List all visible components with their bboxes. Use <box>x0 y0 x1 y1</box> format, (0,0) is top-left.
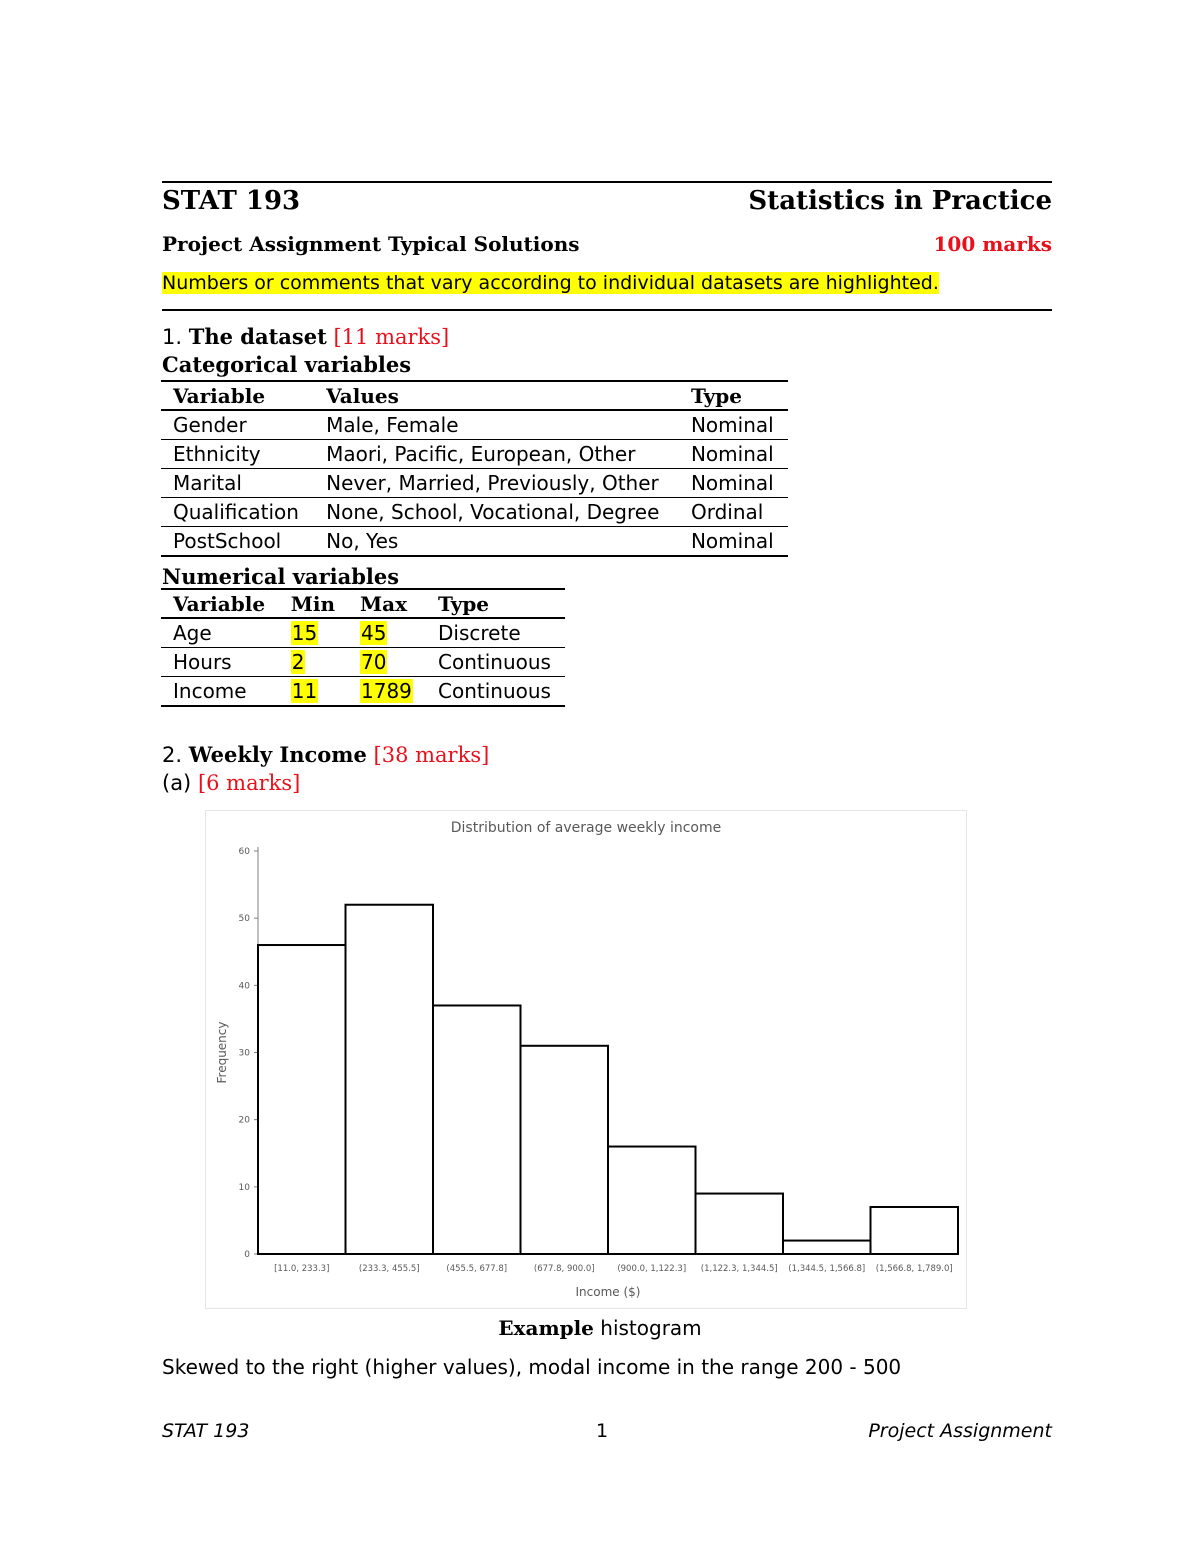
part-a-heading <box>162 771 300 795</box>
histogram-bar <box>346 905 434 1254</box>
highlighted-value: 2 <box>291 650 305 674</box>
x-tick-label: (1,122.3, 1,344.5] <box>700 1264 778 1274</box>
table-row <box>161 527 788 557</box>
x-tick-label: (455.5, 677.8] <box>446 1264 508 1274</box>
table-cell <box>348 618 426 648</box>
section2-heading <box>162 742 489 767</box>
table-cell: Ordinal <box>690 500 764 524</box>
categorical-heading: Categorical variables <box>162 352 412 377</box>
histogram-bar <box>871 1207 959 1254</box>
course-title: Statistics in Practice <box>748 186 1052 216</box>
x-axis-label: Income ($) <box>575 1285 641 1299</box>
table-cell: Male, Female <box>326 413 459 437</box>
total-marks: 100 marks <box>933 232 1052 256</box>
top-rule <box>162 181 1052 183</box>
table-cell: Nominal <box>690 471 774 495</box>
section1-number: 1. <box>162 325 183 349</box>
numerical-table <box>161 588 565 707</box>
table-cell: Nominal <box>690 413 774 437</box>
table-cell <box>279 677 348 707</box>
table-cell <box>348 648 426 677</box>
numerical-header-row <box>161 589 565 618</box>
table-row <box>161 440 788 469</box>
histogram-bar <box>258 945 346 1254</box>
categorical-header-row <box>161 381 788 410</box>
table-cell: Qualification <box>173 500 299 524</box>
table-cell: Marital <box>173 471 242 495</box>
histogram-bar <box>521 1046 609 1254</box>
footer-right: Project Assignment <box>868 1420 1052 1442</box>
section1-heading <box>162 324 449 349</box>
histogram-bar <box>608 1147 696 1254</box>
col-header: Type <box>438 591 490 616</box>
histogram-chart <box>205 810 967 1309</box>
col-header: Max <box>360 591 408 616</box>
table-cell <box>348 677 426 707</box>
highlighted-value: 15 <box>291 621 318 645</box>
section1-title: The dataset <box>188 324 327 349</box>
x-tick-label: (1,566.8, 1,789.0] <box>875 1264 953 1274</box>
section2-number: 2. <box>162 743 183 767</box>
numerical-heading: Numerical variables <box>162 564 400 589</box>
table-row <box>161 618 565 648</box>
table-cell: Gender <box>173 413 247 437</box>
histogram-comment: Skewed to the right (higher values), modal income in the range 200 - 500 <box>162 1355 902 1379</box>
highlighted-value: 45 <box>361 621 387 645</box>
y-tick-label: 50 <box>238 914 250 925</box>
table-cell: Continuous <box>438 650 551 674</box>
header-bottom-rule <box>162 309 1052 311</box>
section2-title: Weekly Income <box>188 742 367 767</box>
table-cell: Hours <box>173 650 232 674</box>
y-tick-label: 20 <box>238 1115 250 1126</box>
y-tick-label: 60 <box>238 847 250 857</box>
col-header: Min <box>290 591 336 616</box>
table-cell: Discrete <box>438 621 521 645</box>
caption-bold: Example <box>498 1316 594 1340</box>
table-cell: Nominal <box>690 442 774 466</box>
x-tick-label: (1,344.5, 1,566.8] <box>788 1264 866 1274</box>
x-tick-label: (233.3, 455.5] <box>358 1264 420 1274</box>
table-row <box>161 677 565 707</box>
histogram-bar <box>696 1194 784 1254</box>
table-row <box>161 469 788 498</box>
highlight-note-text: Numbers or comments that vary according to individual datasets are highlighted. <box>162 272 939 294</box>
categorical-table <box>161 380 788 557</box>
part-a-marks: [6 marks] <box>197 771 301 795</box>
section2-marks: [38 marks] <box>373 743 490 767</box>
page-number: 1 <box>596 1420 609 1442</box>
highlighted-value: 11 <box>291 679 318 703</box>
table-cell: Maori, Pacific, European, Other <box>326 442 636 466</box>
col-header: Values <box>326 383 399 408</box>
histogram-svg <box>206 811 966 1308</box>
x-tick-label: (677.8, 900.0] <box>533 1264 595 1274</box>
table-cell <box>279 648 348 677</box>
table-row <box>161 648 565 677</box>
col-header: Type <box>690 383 742 408</box>
table-cell: PostSchool <box>173 529 282 553</box>
section1-marks: [11 marks] <box>333 325 450 349</box>
table-cell: Continuous <box>438 679 551 703</box>
caption-rest: histogram <box>593 1316 702 1340</box>
table-cell: Never, Married, Previously, Other <box>326 471 659 495</box>
table-cell: None, School, Vocational, Degree <box>326 500 660 524</box>
y-axis-label: Frequency <box>215 1021 229 1084</box>
x-tick-label: [11.0, 233.3] <box>274 1264 330 1274</box>
part-a-label: (a) <box>162 771 192 795</box>
highlight-note <box>162 272 939 294</box>
y-tick-label: 10 <box>238 1182 250 1193</box>
table-row <box>161 498 788 527</box>
table-cell: Nominal <box>690 529 774 553</box>
histogram-bar <box>783 1241 871 1254</box>
table-cell: No, Yes <box>326 529 399 553</box>
highlighted-value: 1789 <box>361 679 412 703</box>
y-tick-label: 0 <box>244 1250 250 1260</box>
histogram-bar <box>433 1005 521 1254</box>
y-tick-label: 40 <box>238 981 250 992</box>
course-code: STAT 193 <box>162 186 301 216</box>
assignment-title: Project Assignment Typical Solutions <box>162 232 580 256</box>
y-tick-label: 30 <box>238 1048 250 1059</box>
table-cell: Income <box>173 679 247 703</box>
table-cell <box>279 618 348 648</box>
x-tick-label: (900.0, 1,122.3] <box>617 1264 687 1274</box>
col-header: Variable <box>173 383 266 408</box>
table-row <box>161 410 788 440</box>
chart-caption <box>0 1316 1200 1340</box>
table-cell: Age <box>173 621 212 645</box>
table-cell: Ethnicity <box>173 442 261 466</box>
footer-left: STAT 193 <box>162 1420 250 1442</box>
col-header: Variable <box>173 591 266 616</box>
highlighted-value: 70 <box>361 650 387 674</box>
chart-title: Distribution of average weekly income <box>450 820 722 836</box>
